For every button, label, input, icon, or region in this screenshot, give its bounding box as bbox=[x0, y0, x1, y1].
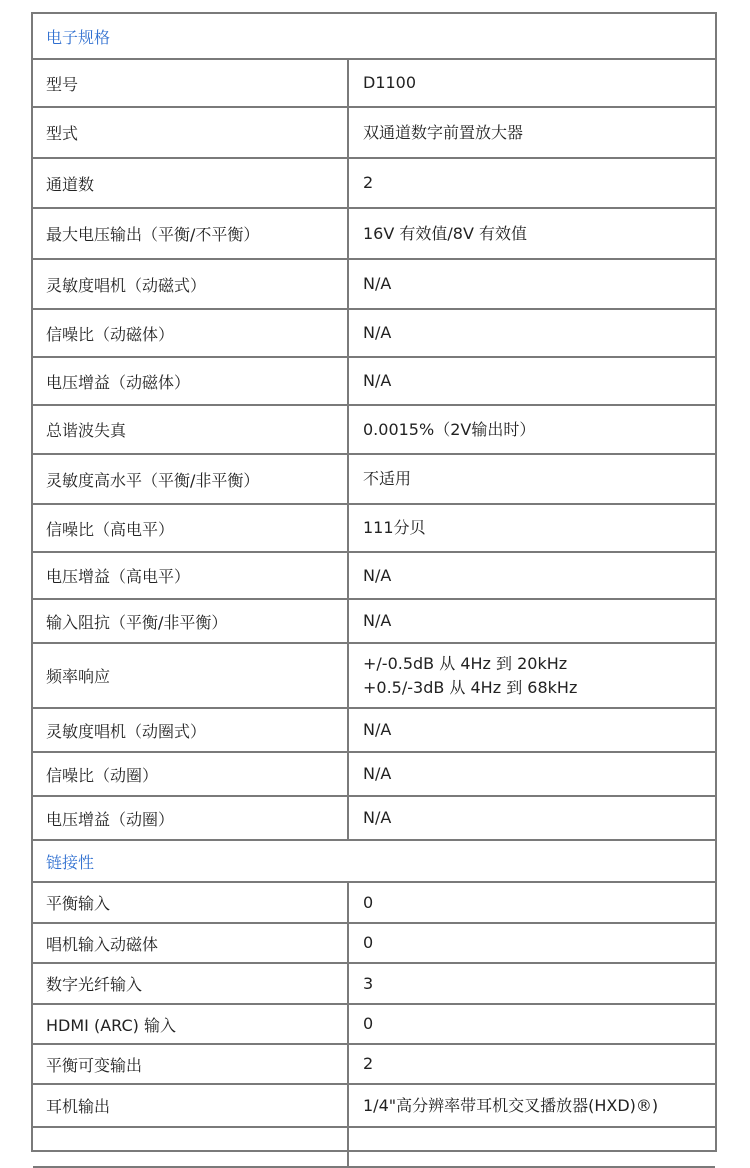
row-label: 平衡可变输出 bbox=[33, 1045, 349, 1083]
row-label: 平衡输入 bbox=[33, 883, 349, 922]
row-value: N/A bbox=[363, 323, 392, 342]
row-label: 型式 bbox=[33, 108, 349, 157]
table-row bbox=[33, 644, 715, 709]
spec-table bbox=[31, 12, 717, 1152]
row-value bbox=[349, 1128, 715, 1166]
row-value: 0 bbox=[363, 1014, 374, 1033]
table-row bbox=[33, 964, 715, 1005]
table-row bbox=[33, 108, 715, 159]
table-row bbox=[33, 455, 715, 505]
table-row bbox=[33, 600, 715, 644]
table-row bbox=[33, 753, 715, 797]
row-label: 灵敏度高水平（平衡/非平衡） bbox=[33, 455, 349, 503]
table-row bbox=[33, 260, 715, 310]
row-label: 最大电压输出（平衡/不平衡） bbox=[33, 209, 349, 258]
row-value: N/A bbox=[363, 274, 392, 293]
table-row bbox=[33, 1005, 715, 1045]
row-value: N/A bbox=[363, 565, 392, 585]
table-row bbox=[33, 797, 715, 841]
row-label: 型号 bbox=[33, 60, 349, 106]
row-value: 0.0015%（2V输出时） bbox=[363, 419, 536, 439]
row-label: 输入阻抗（平衡/非平衡） bbox=[33, 600, 349, 642]
row-value: N/A bbox=[363, 720, 392, 739]
row-value: 0 bbox=[363, 933, 374, 952]
table-row bbox=[33, 159, 715, 209]
row-label: 总谐波失真 bbox=[33, 406, 349, 453]
row-value: N/A bbox=[363, 611, 392, 630]
row-label: 灵敏度唱机（动圈式） bbox=[33, 709, 349, 751]
row-value: 111分贝 bbox=[363, 518, 426, 537]
row-value: 2 bbox=[363, 1054, 374, 1073]
table-row bbox=[33, 505, 715, 553]
table-row bbox=[33, 709, 715, 753]
row-value: 不适用 bbox=[363, 469, 412, 488]
table-row bbox=[33, 209, 715, 260]
table-row bbox=[33, 310, 715, 358]
row-label: 数字光纤输入 bbox=[33, 964, 349, 1003]
section-title: 链接性 bbox=[46, 852, 95, 872]
row-value: N/A bbox=[363, 764, 392, 783]
row-value: +/-0.5dB 从 4Hz 到 20kHz +0.5/-3dB 从 4Hz 到 68kHz bbox=[363, 653, 578, 697]
table-row bbox=[33, 1085, 715, 1128]
row-label: 信噪比（高电平） bbox=[33, 505, 349, 551]
table-row bbox=[33, 406, 715, 455]
row-value: 16V 有效值/8V 有效值 bbox=[363, 223, 527, 243]
row-label: 电压增益（高电平） bbox=[33, 553, 349, 598]
row-label: HDMI (ARC) 输入 bbox=[33, 1005, 349, 1043]
row-value: N/A bbox=[363, 371, 392, 390]
row-label: 灵敏度唱机（动磁式） bbox=[33, 260, 349, 308]
row-label bbox=[33, 1128, 349, 1166]
table-row bbox=[33, 1128, 715, 1168]
table-row bbox=[33, 1045, 715, 1085]
row-label: 信噪比（动磁体） bbox=[33, 310, 349, 356]
row-label: 唱机输入动磁体 bbox=[33, 924, 349, 962]
row-value: 双通道数字前置放大器 bbox=[363, 122, 524, 142]
table-row bbox=[33, 358, 715, 406]
row-value: 0 bbox=[363, 892, 374, 912]
section-header-electronic bbox=[33, 14, 715, 60]
row-value: 2 bbox=[363, 173, 374, 192]
row-value: D1100 bbox=[363, 73, 417, 92]
table-row bbox=[33, 60, 715, 108]
row-value: 1/4"高分辨率带耳机交叉播放器(HXD)®) bbox=[363, 1095, 659, 1115]
section-title: 电子规格 bbox=[46, 27, 111, 47]
row-label: 信噪比（动圈） bbox=[33, 753, 349, 795]
row-value: 3 bbox=[363, 973, 374, 993]
table-row bbox=[33, 883, 715, 924]
row-label: 耳机输出 bbox=[33, 1085, 349, 1126]
row-label: 通道数 bbox=[33, 159, 349, 207]
table-row bbox=[33, 553, 715, 600]
row-value: N/A bbox=[363, 808, 392, 827]
row-label: 电压增益（动圈） bbox=[33, 797, 349, 839]
table-row bbox=[33, 924, 715, 964]
row-label: 频率响应 bbox=[33, 644, 349, 707]
row-label: 电压增益（动磁体） bbox=[33, 358, 349, 404]
section-header-connectivity bbox=[33, 841, 715, 883]
